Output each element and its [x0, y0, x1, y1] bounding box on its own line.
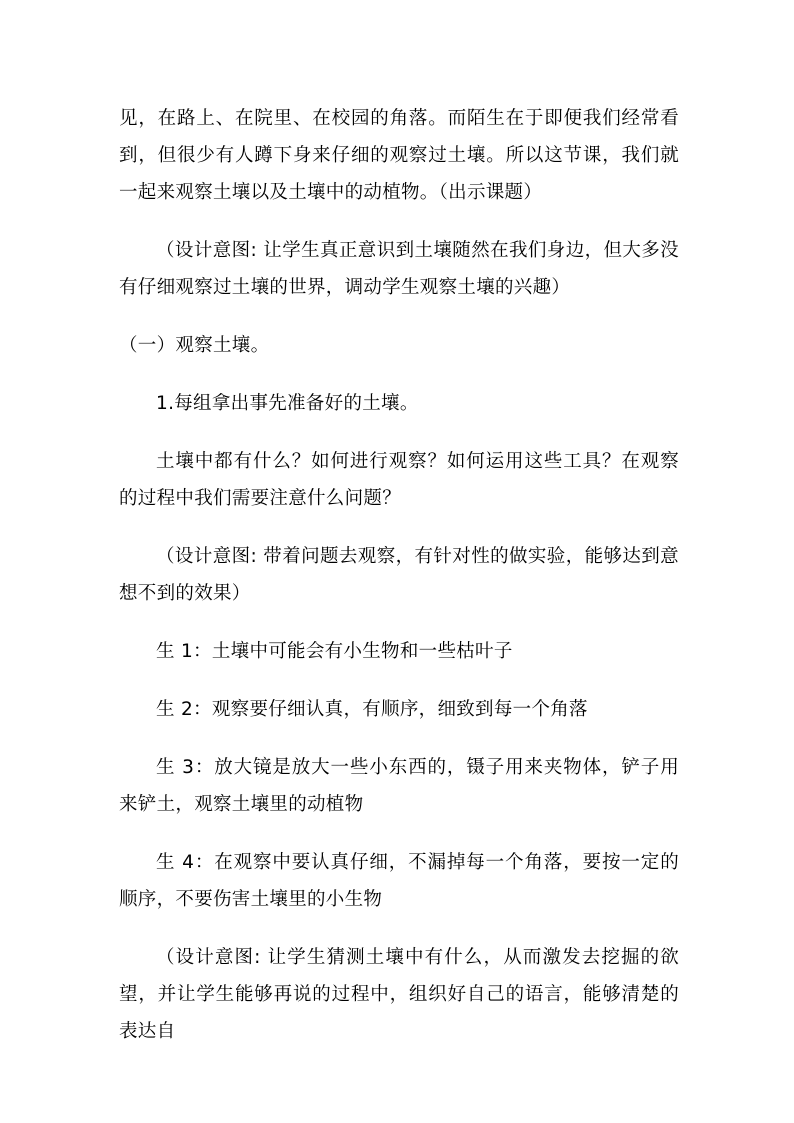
paragraph-student-2: 生 2：观察要仔细认真，有顺序，细致到每一个角落 [156, 699, 588, 720]
paragraph-design-intent-3: （设计意图: 让学生猜测土壤中有什么，从而激发去挖掘的欲望，并让学生能够再说的过程中，组织好自己的语言，能够清楚的表达自 [119, 947, 679, 1042]
paragraph-intro-continued: 见，在路上、在院里、在校园的角落。而陌生在于即便我们经常看到，但很少有人蹲下身来仔细的观察过土壤。所以这节课，我们就一起来观察土壤以及土壤中的动植物。（出示课题） [119, 108, 679, 203]
paragraph-step-1: 1.每组拿出事先准备好的土壤。 [156, 393, 419, 414]
paragraph-questions: 土壤中都有什么？如何进行观察？如何运用这些工具？在观察的过程中我们需要注意什么问题？ [119, 451, 679, 509]
paragraph-design-intent-2: （设计意图: 带着问题去观察，有针对性的做实验，能够达到意想不到的效果） [119, 546, 679, 604]
paragraph-design-intent-1: （设计意图: 让学生真正意识到土壤随然在我们身边，但大多没有仔细观察过土壤的世界，调动学生观察土壤的兴趣） [119, 240, 679, 298]
document-body [119, 100, 679, 1050]
paragraph-student-4: 生 4：在观察中要认真仔细，不漏掉每一个角落，要按一定的顺序，不要伤害土壤里的小生物 [119, 852, 679, 910]
paragraph-student-1: 生 1：土壤中可能会有小生物和一些枯叶子 [156, 641, 513, 662]
paragraph-student-3: 生 3：放大镜是放大一些小东西的，镊子用来夹物体，铲子用来铲土，观察土壤里的动植物 [119, 757, 679, 815]
section-heading-observe-soil: （一）观察土壤。 [119, 335, 270, 356]
